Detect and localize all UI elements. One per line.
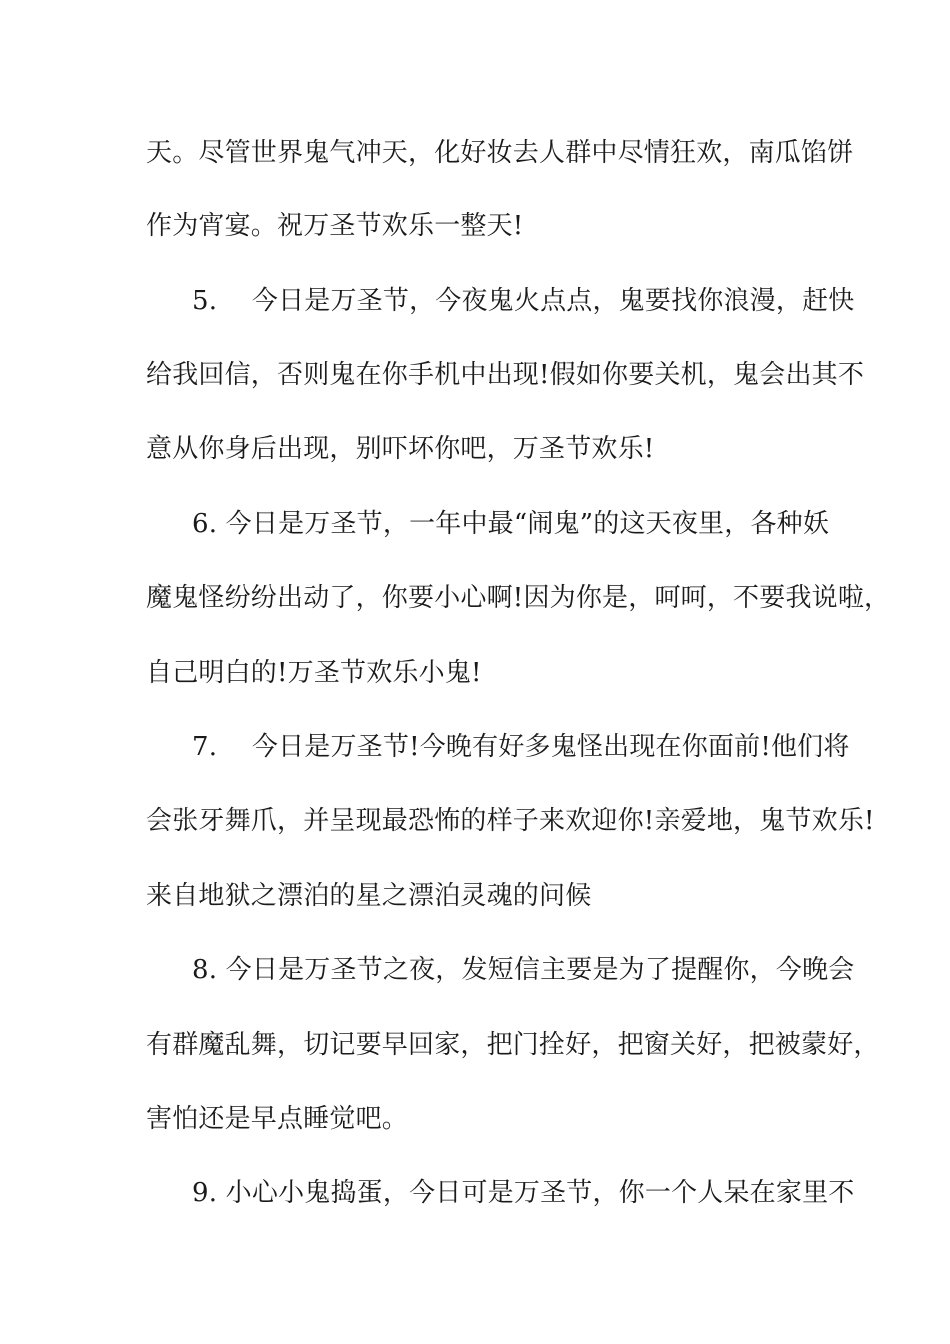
list-item-7-line-2: 会张牙舞爪，并呈现最恐怖的样子来欢迎你!亲爱地，鬼节欢乐!	[146, 806, 875, 836]
list-item-6-line-2: 魔鬼怪纷纷出动了，你要小心啊!因为你是，呵呵，不要我说啦，	[146, 583, 891, 613]
list-item-8-line-3: 害怕还是早点睡觉吧。	[146, 1104, 409, 1134]
list-item-6-line-3: 自己明白的!万圣节欢乐小鬼!	[146, 658, 482, 688]
list-item-7-line-1: 7. 今日是万圣节!今晚有好多鬼怪出现在你面前!他们将	[192, 732, 850, 762]
list-item-8-line-2: 有群魔乱舞，切记要早回家，把门拴好，把窗关好，把被蒙好，	[146, 1030, 880, 1060]
list-item-5-line-2: 给我回信，否则鬼在你手机中出现!假如你要关机，鬼会出其不	[146, 360, 865, 390]
list-item-6-line-1: 6. 今日是万圣节，一年中最“闹鬼”的这天夜里，各种妖	[192, 509, 830, 539]
list-item-7-line-3: 来自地狱之漂泊的星之漂泊灵魂的问候	[146, 881, 592, 911]
list-item-9-line-1: 9. 小心小鬼捣蛋，今日可是万圣节，你一个人呆在家里不	[192, 1178, 855, 1208]
text-line-1: 天。尽管世界鬼气冲天，化好妆去人群中尽情狂欢，南瓜馅饼	[146, 138, 854, 168]
list-item-5-line-3: 意从你身后出现，别吓坏你吧，万圣节欢乐!	[146, 434, 655, 464]
list-item-8-line-1: 8. 今日是万圣节之夜，发短信主要是为了提醒你，今晚会	[192, 955, 855, 985]
list-item-5-line-1: 5. 今日是万圣节，今夜鬼火点点，鬼要找你浪漫，赶快	[192, 286, 855, 316]
text-line-2: 作为宵宴。祝万圣节欢乐一整天!	[146, 211, 524, 241]
